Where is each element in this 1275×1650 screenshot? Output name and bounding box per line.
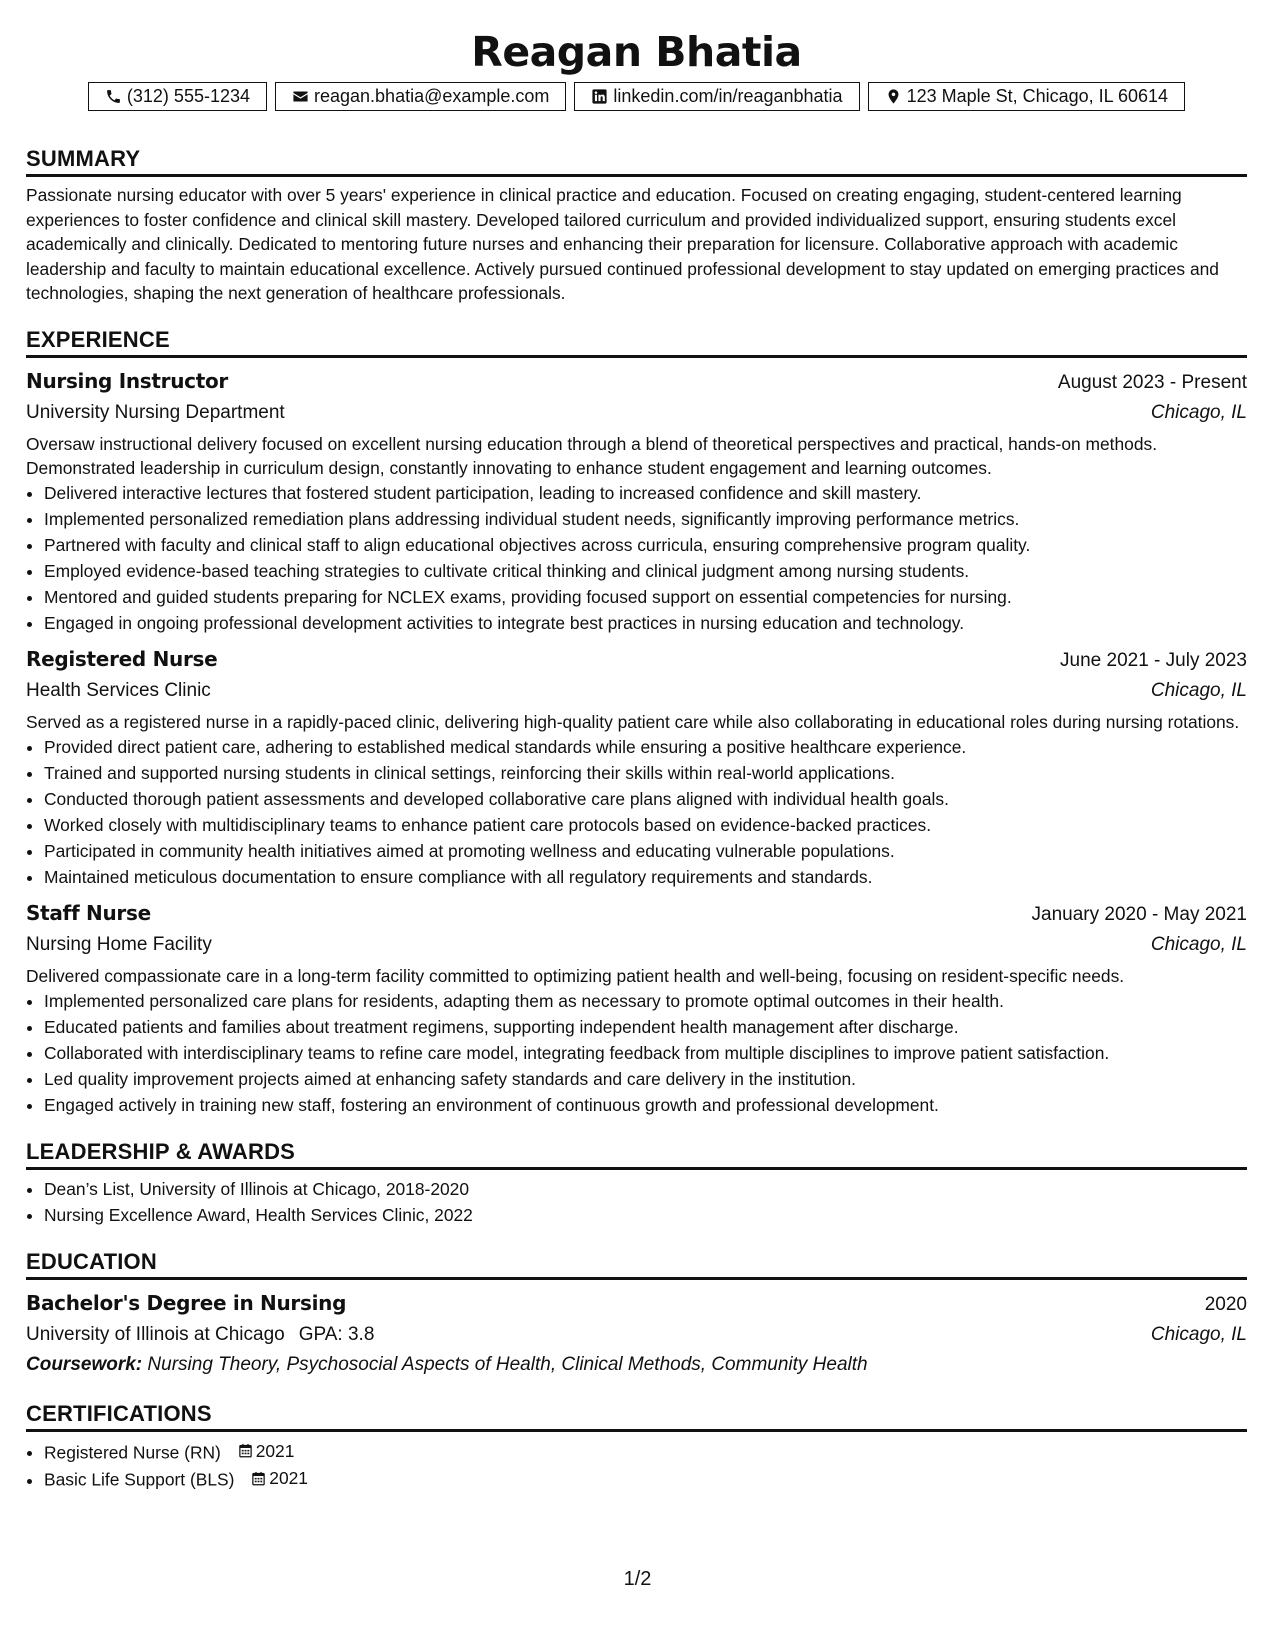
list-item: • Educated patients and families about treatment regimens, supporting independent health management after discharge. (44, 1014, 1247, 1040)
coursework-list: Nursing Theory, Psychosocial Aspects of Health, Clinical Methods, Community Health (147, 1353, 868, 1375)
list-item: • Nursing Excellence Award, Health Services Clinic, 2022 (44, 1202, 1247, 1228)
map-pin-icon (885, 88, 902, 105)
job-bullets (26, 480, 1247, 636)
job-bullets (26, 734, 1247, 890)
list-item: • Engaged actively in training new staff, fostering an environment of continuous growth and professional development. (44, 1092, 1247, 1118)
job-bullets (26, 988, 1247, 1118)
job-entry (26, 366, 1247, 636)
job-organization: Nursing Home Facility (26, 933, 212, 955)
job-description: Served as a registered nurse in a rapidly-paced clinic, delivering high-quality patient care while also collaborating in educational roles during nursing rotations. (26, 711, 1240, 732)
job-dates: January 2020 - May 2021 (1031, 903, 1247, 925)
contact-linkedin[interactable] (574, 82, 859, 111)
certification-name: Basic Life Support (BLS) (44, 1469, 235, 1490)
summary-text: Passionate nursing educator with over 5 years' experience in clinical practice and education. Focused on creating engaging, student-centered learning experiences to foster confidence and clinical skill mastery. Developed tailored curriculum and provided individualized support, ensuring students excel academically and clinically. Dedicated to mentoring future nurses and enhancing their preparation for licensure. Collaborative approach with academic leadership and faculty to maintain educational excellence. Actively pursued continued professional development to stay updated on emerging practices and technologies, shaping the next generation of healthcare professionals. (26, 185, 1219, 303)
education-entry (26, 1288, 1247, 1380)
list-item: • Engaged in ongoing professional development activities to integrate best practices in nursing education and technology. (44, 610, 1247, 636)
summary-heading: SUMMARY (26, 145, 1247, 177)
list-item: • Collaborated with interdisciplinary teams to refine care model, integrating feedback from multiple disciplines to improve patient satisfaction. (44, 1040, 1247, 1066)
list-item: • Implemented personalized remediation plans addressing individual student needs, significantly improving performance metrics. (44, 506, 1247, 532)
certification-name: Registered Nurse (RN) (44, 1442, 221, 1462)
experience-heading: EXPERIENCE (26, 326, 1247, 358)
list-item: • Implemented personalized care plans for residents, adapting them as necessary to promote optimal outcomes in their health. (44, 988, 1247, 1014)
contact-email-text: reagan.bhatia@example.com (314, 86, 550, 106)
list-item: • Participated in community health initiatives aimed at promoting wellness and educating vulnerable populations. (44, 838, 1247, 864)
candidate-name: Reagan Bhatia (471, 28, 802, 76)
resume-page (26, 18, 1247, 1493)
job-organization: University Nursing Department (26, 401, 285, 423)
job-title: Nursing Instructor (26, 368, 228, 393)
contact-linkedin-text: linkedin.com/in/reaganbhatia (613, 86, 843, 106)
job-location: Chicago, IL (1150, 933, 1247, 955)
certifications-heading: CERTIFICATIONS (26, 1400, 1247, 1432)
calendar-icon (251, 1471, 266, 1486)
coursework-label: Coursework: (26, 1353, 143, 1375)
gpa: GPA: 3.8 (298, 1323, 375, 1345)
contact-address-text: 123 Maple St, Chicago, IL 60614 (906, 86, 1169, 106)
list-item: • Worked closely with multidisciplinary teams to enhance patient care protocols based on evidence-backed practices. (44, 812, 1247, 838)
linkedin-icon (591, 88, 608, 105)
job-location: Chicago, IL (1150, 401, 1247, 423)
calendar-icon (238, 1443, 253, 1458)
certification-year: 2021 (269, 1468, 308, 1488)
certifications-list (26, 1438, 1247, 1493)
envelope-icon (292, 88, 309, 105)
graduation-year: 2020 (1204, 1293, 1247, 1315)
list-item: • Dean’s List, University of Illinois at Chicago, 2018-2020 (44, 1176, 1247, 1202)
certification-year: 2021 (255, 1440, 295, 1461)
school-location: Chicago, IL (1150, 1323, 1247, 1345)
list-item: • Maintained meticulous documentation to ensure compliance with all regulatory requirements and standards. (44, 864, 1247, 890)
list-item (44, 1465, 1247, 1493)
list-item: • Led quality improvement projects aimed at enhancing safety standards and care delivery in the institution. (44, 1066, 1247, 1092)
list-item: • Delivered interactive lectures that fostered student participation, leading to increased confidence and skill mastery. (44, 480, 1247, 506)
job-description: Oversaw instructional delivery focused on excellent nursing education through a blend of theoretical perspectives and practical, hands-on methods. Demonstrated leadership in curriculum design, constantly innovating to enhance student engagement and learning outcomes. (26, 433, 1158, 478)
job-entry (26, 644, 1247, 890)
list-item: • Employed evidence-based teaching strategies to cultivate critical thinking and clinical judgment among nursing students. (44, 558, 1247, 584)
contact-email[interactable] (275, 82, 566, 111)
job-title: Staff Nurse (26, 900, 151, 925)
awards-list (26, 1176, 1247, 1228)
list-item: • Conducted thorough patient assessments and developed collaborative care plans aligned with individual health goals. (44, 786, 1247, 812)
list-item (44, 1438, 1247, 1466)
job-dates: June 2021 - July 2023 (1060, 649, 1247, 671)
degree-title: Bachelor's Degree in Nursing (26, 1290, 347, 1315)
contact-bar (26, 82, 1247, 111)
awards-heading: LEADERSHIP & AWARDS (26, 1138, 1247, 1170)
job-entry (26, 898, 1247, 1118)
contact-phone-text: (312) 555-1234 (126, 86, 250, 106)
school-name: University of Illinois at Chicago (26, 1323, 285, 1345)
education-heading: EDUCATION (26, 1248, 1247, 1280)
job-description: Delivered compassionate care in a long-term facility committed to optimizing patient health and well-being, focusing on resident-specific needs. (26, 965, 1125, 986)
job-location: Chicago, IL (1150, 679, 1247, 701)
coursework (26, 1350, 1247, 1380)
list-item: • Mentored and guided students preparing for NCLEX exams, providing focused support on essential competencies for nursing. (44, 584, 1247, 610)
contact-address[interactable] (868, 82, 1186, 111)
list-item: • Trained and supported nursing students in clinical settings, reinforcing their skills within real-world applications. (44, 760, 1247, 786)
list-item: • Provided direct patient care, adhering to established medical standards while ensuring a positive healthcare experience. (44, 734, 1247, 760)
contact-phone[interactable] (88, 82, 267, 111)
phone-icon (105, 88, 122, 105)
page-number: 1/2 (623, 1568, 652, 1590)
job-dates: August 2023 - Present (1057, 371, 1247, 393)
job-title: Registered Nurse (26, 646, 218, 671)
job-organization: Health Services Clinic (26, 679, 211, 701)
list-item: • Partnered with faculty and clinical staff to align educational objectives across curricula, ensuring comprehensive program quality. (44, 532, 1247, 558)
